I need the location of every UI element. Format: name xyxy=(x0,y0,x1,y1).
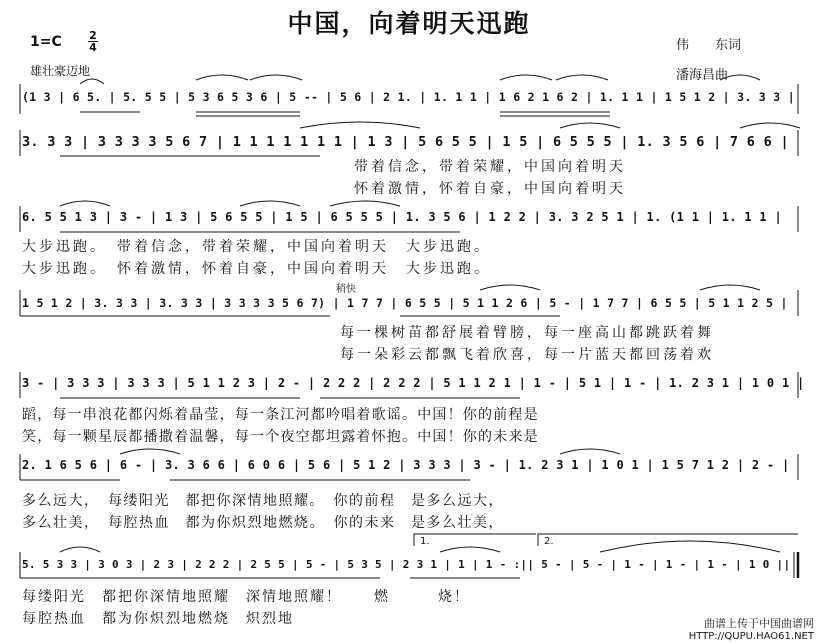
lyric-line-4b: 每一朵彩云都飘飞着欣喜，每一片蓝天都回荡着欢 xyxy=(340,347,714,363)
site-watermark xyxy=(689,615,814,642)
lyric-line-7a: 每缕阳光 都把你深情地照耀 深情地照耀！ 燃 烧！ xyxy=(22,589,470,605)
time-signature-top: 2 xyxy=(89,29,97,42)
lyric-line-2b: 怀着激情，怀着自豪，中国向着明天 xyxy=(354,181,626,197)
volta-1-label: 1. xyxy=(420,536,430,547)
lyric-line-4a: 每一棵树苗都舒展着臂膀，每一座高山都跳跃着舞 xyxy=(340,325,714,341)
watermark-site-name: 曲谱上传于中国曲谱网 xyxy=(704,617,814,630)
lyric-line-3a: 大步迅跑。 带着信念，带着荣耀，中国向着明天 大步迅跑。 xyxy=(22,239,491,255)
score-line-6: 2. 1 6 5 6 | 6 - | 3. 3 6 6 | 6 0 6 | 5 6 | 5 1 2 | 3 3 3 | 3 - | 1. 2 3 1 | 1 0 1 | 1 5 7 1 2 | 2 - | xyxy=(22,458,790,472)
lyric-line-6b: 多么壮美， 每腔热血 都为你炽烈地燃烧。 你的未来 是多么壮美， xyxy=(22,515,504,531)
time-signature-bottom: 4 xyxy=(89,41,97,54)
lyric-line-6a: 多么远大， 每缕阳光 都把你深情地照耀。 你的前程 是多么远大， xyxy=(22,493,504,509)
score-line-5: 3 - | 3 3 3 | 3 3 3 | 5 1 1 2 3 | 2 - | 2 2 2 | 2 2 2 | 5 1 1 2 1 | 1 - | 5 1 | 1 - | 1. 2 3 1 | 1 0 1 | xyxy=(22,376,805,390)
lyric-line-5a: 蹈，每一串浪花都闪烁着晶莹，每一条江河都吟唱着歌谣。中国！你的前程是 xyxy=(22,407,539,423)
composer-credit: 潘海昌曲 xyxy=(676,68,729,83)
lyric-line-7b: 每腔热血 都为你炽烈地燃烧 炽烈地 xyxy=(22,611,294,627)
tempo-change-mark: 稍快 xyxy=(336,284,356,295)
score-line-7: 5. 5 3 3 | 3 0 3 | 2 3 | 2 2 2 | 2 5 5 | 5 - | 5 3 5 | 2 3 1 | 1 | 1 - :|| 5 - | 5 - | 1 - | 1 - | 1 - | 1 0 || xyxy=(22,558,791,571)
lyric-line-5b: 笑，每一颗星辰都播撒着温馨，每一个夜空都坦露着怀抱。中国！你的未来是 xyxy=(22,429,539,445)
score-line-1: (1 3 | 6 5. | 5. 5 5 | 5 3 6 5 3 6 | 5 -- | 5 6 | 2 1. | 1. 1 1 | 1 6 2 1 6 2 | 1. 1 1 | 1 5 1 2 | 3. 3 3 | xyxy=(22,90,795,104)
lyric-line-2a: 带着信念，带着荣耀，中国向着明天 xyxy=(354,159,626,175)
volta-2-label: 2. xyxy=(544,536,554,547)
key-signature: 1=C xyxy=(30,34,62,50)
page-title: 中国，向着明天迅跑 xyxy=(287,9,531,38)
tempo-mark: 雄壮豪迈地 xyxy=(30,64,91,78)
score-line-4: 1 5 1 2 | 3. 3 3 | 3. 3 3 | 3 3 3 3 5 6 7) | 1 7 7 | 6 5 5 | 5 1 1 2 6 | 5 - | 1 7 7 | 6 5 5 | 5 1 1 2 5 | xyxy=(22,296,788,310)
lyricist-credit: 伟 东词 xyxy=(676,38,742,53)
watermark-url: HTTP://QUPU.HAO61.NET xyxy=(688,631,814,642)
score-line-2: 3. 3 3 | 3 3 3 3 5 6 7 | 1 1 1 1 1 1 1 | 1 3 | 5 6 5 5 | 1 5 | 6 5 5 5 | 1. 3 5 6 | 7 6 6 | xyxy=(22,134,789,150)
score-line-3: 6. 5 5 1 3 | 3 - | 1 3 | 5 6 5 5 | 1 5 | 6 5 5 5 | 1. 3 5 6 | 1 2 2 | 3. 3 2 5 1 | 1. (1 1 | 1. 1 1 | xyxy=(22,210,782,224)
lyric-line-3b: 大步迅跑。 怀着激情，怀着自豪，中国向着明天 大步迅跑。 xyxy=(22,261,491,277)
